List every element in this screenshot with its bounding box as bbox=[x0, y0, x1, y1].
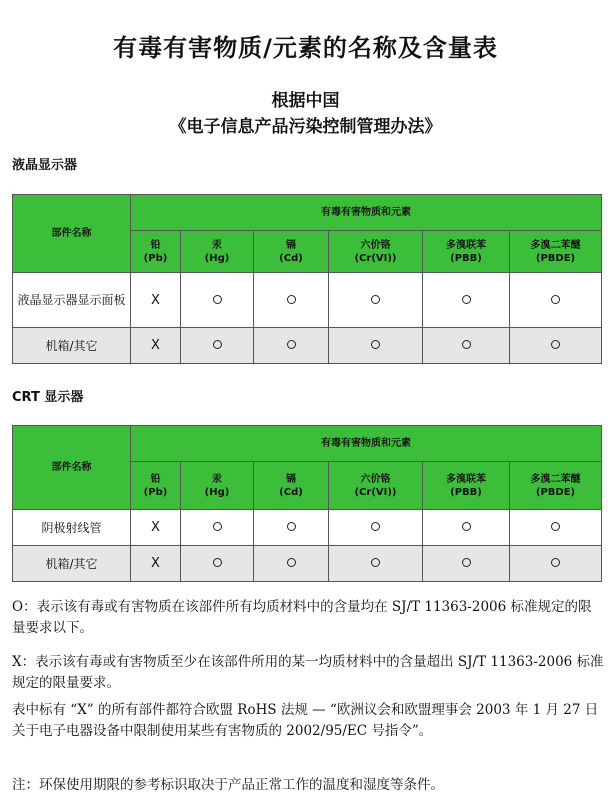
section-heading-lcd: 液晶显示器 bbox=[12, 158, 78, 173]
part-name-header: 部件名称 bbox=[13, 195, 131, 273]
hg-circle-mark bbox=[181, 328, 254, 364]
cd-circle-mark bbox=[254, 510, 329, 546]
circle-mark-icon bbox=[551, 558, 560, 567]
column-header-cd: 镉 (Cd) bbox=[254, 231, 329, 273]
circle-mark-icon bbox=[287, 522, 296, 531]
pbde-circle-mark bbox=[510, 510, 602, 546]
circle-mark-icon bbox=[371, 340, 380, 349]
circle-mark-icon bbox=[213, 522, 222, 531]
circle-mark-icon bbox=[551, 522, 560, 531]
circle-mark-icon bbox=[462, 340, 471, 349]
cd-circle-mark bbox=[254, 546, 329, 582]
pbb-circle-mark bbox=[423, 328, 510, 364]
part-name-cell: 机箱/其它 bbox=[13, 328, 131, 364]
part-name-header: 部件名称 bbox=[13, 426, 131, 510]
circle-mark-icon bbox=[287, 340, 296, 349]
table-row bbox=[13, 273, 602, 328]
note-rohs-compliance: 表中标有 “X” 的所有部件都符合欧盟 RoHS 法规 — “欧洲议会和欧盟理事会 2003 年 1 月 27 日关于电子电器设备中限制使用某些有害物质的 2002/95/EC 号指令”。 bbox=[12, 702, 599, 739]
pb-x-mark: X bbox=[131, 328, 181, 364]
circle-mark-icon bbox=[462, 558, 471, 567]
pbde-circle-mark bbox=[510, 546, 602, 582]
column-header-pbde: 多溴二苯醚 (PBDE) bbox=[510, 462, 602, 510]
hg-circle-mark bbox=[181, 510, 254, 546]
pbb-circle-mark bbox=[423, 546, 510, 582]
circle-mark-icon bbox=[371, 558, 380, 567]
part-name-cell: 机箱/其它 bbox=[13, 546, 131, 582]
cr6-circle-mark bbox=[329, 328, 423, 364]
substance-table-crt bbox=[12, 425, 602, 582]
column-header-pbb: 多溴联苯 (PBB) bbox=[423, 462, 510, 510]
column-header-pb: 铅 (Pb) bbox=[131, 462, 181, 510]
column-header-pbde: 多溴二苯醚 (PBDE) bbox=[510, 231, 602, 273]
cd-circle-mark bbox=[254, 273, 329, 328]
circle-mark-icon bbox=[462, 295, 471, 304]
substances-group-header: 有毒有害物质和元素 bbox=[131, 426, 602, 462]
substance-table-lcd bbox=[12, 194, 602, 364]
circle-mark-icon bbox=[287, 295, 296, 304]
column-header-cd: 镉 (Cd) bbox=[254, 462, 329, 510]
table-row bbox=[13, 328, 602, 364]
column-header-cr6: 六价铬 (Cr(VI)) bbox=[329, 462, 423, 510]
part-name-cell: 阴极射线管 bbox=[13, 510, 131, 546]
subtitle-line-1: 根据中国 bbox=[271, 91, 340, 111]
table-row bbox=[13, 546, 602, 582]
column-header-pbb: 多溴联苯 (PBB) bbox=[423, 231, 510, 273]
circle-mark-icon bbox=[287, 558, 296, 567]
column-header-pb: 铅 (Pb) bbox=[131, 231, 181, 273]
cr6-circle-mark bbox=[329, 546, 423, 582]
circle-mark-icon bbox=[371, 522, 380, 531]
note-x-definition: X：表示该有毒或有害物质至少在该部件所用的某一均质材料中的含量超出 SJ/T 11363-2006 标准规定的限量要求。 bbox=[12, 654, 604, 691]
column-header-hg: 汞 (Hg) bbox=[181, 231, 254, 273]
subtitle-line-2: 《电子信息产品污染控制管理办法》 bbox=[169, 117, 442, 137]
part-name-cell: 液晶显示器显示面板 bbox=[13, 273, 131, 328]
column-header-hg: 汞 (Hg) bbox=[181, 462, 254, 510]
note-o-definition: O：表示该有毒或有害物质在该部件所有均质材料中的含量均在 SJ/T 11363-2006 标准规定的限量要求以下。 bbox=[12, 599, 592, 636]
pbb-circle-mark bbox=[423, 510, 510, 546]
pbde-circle-mark bbox=[510, 328, 602, 364]
pbde-circle-mark bbox=[510, 273, 602, 328]
document-title: 有毒有害物质/元素的名称及含量表 bbox=[113, 34, 498, 62]
note-environmental-period: 注：环保使用期限的参考标识取决于产品正常工作的温度和湿度等条件。 bbox=[12, 777, 444, 793]
pbb-circle-mark bbox=[423, 273, 510, 328]
circle-mark-icon bbox=[551, 340, 560, 349]
pb-x-mark: X bbox=[131, 510, 181, 546]
circle-mark-icon bbox=[213, 340, 222, 349]
circle-mark-icon bbox=[213, 558, 222, 567]
pb-x-mark: X bbox=[131, 273, 181, 328]
circle-mark-icon bbox=[462, 522, 471, 531]
section-heading-crt: CRT 显示器 bbox=[12, 390, 84, 405]
hg-circle-mark bbox=[181, 546, 254, 582]
circle-mark-icon bbox=[213, 295, 222, 304]
cd-circle-mark bbox=[254, 328, 329, 364]
circle-mark-icon bbox=[551, 295, 560, 304]
cr6-circle-mark bbox=[329, 273, 423, 328]
substances-group-header: 有毒有害物质和元素 bbox=[131, 195, 602, 231]
table-row bbox=[13, 510, 602, 546]
column-header-cr6: 六价铬 (Cr(VI)) bbox=[329, 231, 423, 273]
pb-x-mark: X bbox=[131, 546, 181, 582]
circle-mark-icon bbox=[371, 295, 380, 304]
hg-circle-mark bbox=[181, 273, 254, 328]
cr6-circle-mark bbox=[329, 510, 423, 546]
